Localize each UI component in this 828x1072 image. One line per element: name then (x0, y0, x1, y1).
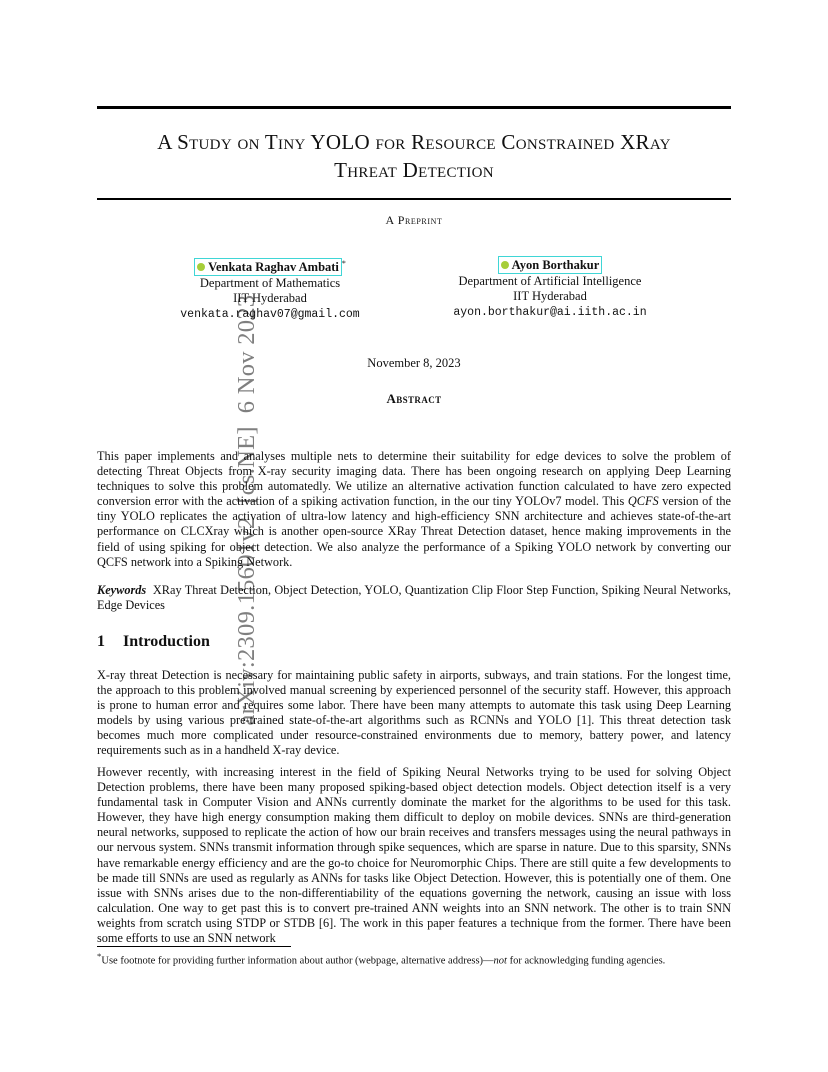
author-block-1 (160, 256, 380, 322)
abstract-text (97, 449, 731, 570)
intro-paragraph-1: X-ray threat Detection is necessary for maintaining public safety in airports, subways, and train stations. For the longest time, the approach to this problem involved manual screening by experienced personnel of the security staff. However, this approach is prone to human error and requires some labor. There have been many attempts to automate this task using Deep Learning models by using various pre-trained state-of-the-art algorithms such as RCNNs and YOLO [1]. This threat detection task becomes much more complicated under resource-constrained environments due to memory, battery power, and latency requirements such as in a handheld X-ray device. (97, 668, 731, 758)
keywords-list: XRay Threat Detection, Object Detection, YOLO, Quantization Clip Floor Step Function, Spiking Neural Networks, Edge Devices (97, 583, 731, 613)
author-institution-1: IIT Hyderabad (233, 291, 307, 306)
preprint-label: A Preprint (385, 213, 443, 227)
footnote (97, 950, 731, 968)
footnote-part-1: Use footnote for providing further information about author (webpage, alternative address)— (101, 955, 494, 967)
author-block-2 (430, 256, 670, 320)
section-number: 1 (97, 633, 105, 650)
footnote-not: not (493, 955, 507, 967)
paper-title (97, 128, 731, 184)
author-department-2: Department of Artificial Intelligence (458, 274, 642, 288)
footnote-marker[interactable]: * (341, 259, 346, 268)
author-email-1: venkata.raghav07@gmail.com (180, 308, 360, 322)
abstract-part-2: version of the tiny YOLO replicates the activation of ultra-low latency and high-efficiency SNN architecture and achieves state-of-the-art performance on CLCXray which is another open-source XRay Threat Detection dataset, hence making improvements in the field of using spiking for object detection. We also analyze the performance of a Spiking YOLO network by converting our QCFS network into a Spiking Network. (97, 494, 731, 569)
title-bottom-rule (97, 198, 731, 200)
footnote-rule (97, 946, 291, 947)
author-name-2: Ayon Borthakur (511, 258, 600, 272)
abstract-heading: Abstract (386, 391, 442, 406)
keywords-line (97, 583, 731, 613)
footnote-part-2: for acknowledging funding agencies. (506, 955, 666, 967)
section-heading-introduction (97, 633, 210, 651)
author-institution-2: IIT Hyderabad (513, 289, 587, 303)
publication-date: November 8, 2023 (367, 356, 461, 370)
intro-paragraph-2: However recently, with increasing interest in the field of Spiking Neural Networks trying to be used for solving Object Detection problems, there have been many proposed spiking-based object detection models. Object detection itself is a very fundamental task in Computer Vision and ANNs currently dominate the market for the algorithms to be used for this task. However, they have high energy consumption making them difficult to deploy on mobile devices. SNNs are third-generation neural networks, supposed to replicate the action of how our brain receives and transfers messages using the neural pathways in our nervous system. SNNs transmit information through spike sequences, which are sparse in nature. Due to this sparsity, SNNs have remarkable energy efficiency and are the go-to choice for Neuromorphic Chips. There are still quite a few developments to be made till SNNs are used as regularly as ANNs for tasks like Object Detection. However, this is potentially one of them. One issue with SNNs arises due to the non-differentiability of the equations governing the network, causing an issue with loss calculation. One way to get past this is to convert pre-trained ANN weights into an SNN network. The other is to train SNN weights from scratch using STDP or STDB [6]. The work in this paper features a technique from the former. There have been some efforts to use an SNN network (97, 765, 731, 946)
abstract-qcfs-term: QCFS (627, 494, 659, 509)
author-email-2: ayon.borthakur@ai.iith.ac.in (453, 306, 647, 319)
arxiv-sidebar-stamp: arXiv:2309.15601v2 [cs.NE] 6 Nov 2023 (233, 294, 260, 726)
orcid-icon[interactable] (197, 263, 205, 271)
title-line-1: A Study on Tiny YOLO for Resource Constrained XRay (157, 130, 671, 154)
abstract-part-1: This paper implements and analyses multiple nets to determine their suitability for edge devices to solve the problem of detecting Threat Objects from X-ray security imaging data. There has been ongoing research on applying Deep Learning techniques to solve this problem automatedly. We utilize an alternative activation function calculated to have zero expected conversion error with the activation of a spiking activation function, in the our tiny YOLOv7 model. This (97, 449, 731, 509)
author-link-2[interactable] (498, 256, 603, 274)
orcid-icon[interactable] (501, 261, 509, 269)
section-title: Introduction (123, 633, 210, 650)
author-department-1: Department of Mathematics (199, 276, 341, 291)
title-top-rule (97, 106, 731, 109)
keywords-label: Keywords (97, 583, 147, 597)
author-name-1: Venkata Raghav Ambati (208, 260, 339, 275)
author-link-1[interactable] (194, 258, 342, 276)
title-line-2: Threat Detection (334, 158, 494, 182)
footnote-mark: * (97, 951, 102, 961)
